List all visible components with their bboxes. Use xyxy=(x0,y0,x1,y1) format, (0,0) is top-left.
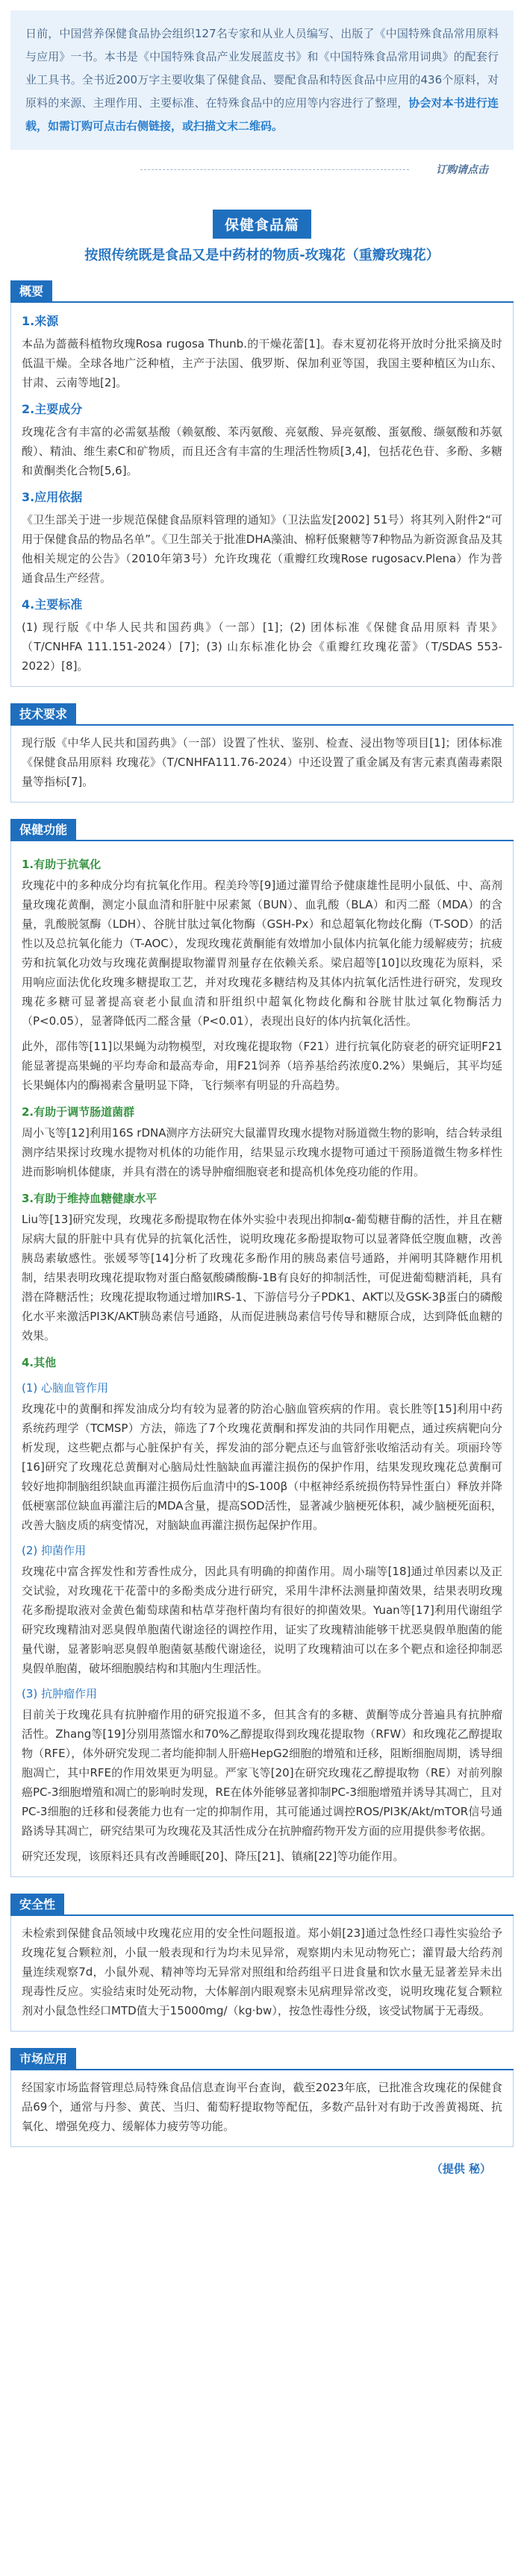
blood-sugar-text: Liu等[13]研究发现，玫瑰花多酚提取物在体外实验中表现出抑制α-葡萄糖苷酶的活性，并且在糖尿病大鼠的肝脏中具有优异的抗氧化活性，说明玫瑰花多酚提取物可以显著降低空腹血糖，改善胰岛素敏感性。张媛琴等[14]分析了玫瑰花多酚作用的胰岛素信号通路，并阐明其降糖作用机制，结果表明玫瑰花提取物对蛋白酪氨酸磷酸酶-1B有良好的抑制活性，可促进葡萄糖消耗，具有潜在降糖活性；玫瑰花提取物通过增加IRS-1、下游信号分子PDK1、AKT以及GSK-3β蛋白的磷酸化水平来激活PI3K/AKT胰岛素信号通路，从而促进胰岛素信号传导和糖原合成，达到降低血糖的效果。 xyxy=(22,1213,502,1342)
subscribe-divider xyxy=(140,169,409,170)
tech-text: 现行版《中华人民共和国药典》（一部）设置了性状、鉴别、检查、浸出物等项目[1]；团体标准《保健食品用原料 玫瑰花》（T/CNHFA111.76-2024）中还设置了重金属及有害元素真菌毒素限量等指标[7]。 xyxy=(22,736,502,788)
section-rule xyxy=(10,2069,514,2070)
composition-title: 2.主要成分 xyxy=(22,402,83,416)
editor-credit: （提供 秘） xyxy=(431,2162,491,2176)
category-tag: 保健食品篇 xyxy=(213,210,311,239)
article-title: 按照传统既是食品又是中药材的物质-玫瑰花（重瓣玫瑰花） xyxy=(84,248,440,263)
section-tech xyxy=(10,726,514,802)
section-rule xyxy=(10,724,514,726)
section-tab-market: 市场应用 xyxy=(10,2048,76,2070)
intro-box xyxy=(10,10,514,150)
basis-text: 《卫生部关于进一步规范保健食品原料管理的通知》（卫法监发[2002] 51号）将其列入附件2“可用于保健食品的物品名单”。《卫生部关于批准DHA藻油、棉籽低聚糖等7种物品为新资源食品及其他相关规定的公告》（2010年第3号）允许玫瑰花（重瓣红玫瑰Rose rugosacv.Plena）作为普通食品生产经营。 xyxy=(22,513,502,585)
safety-text: 未检索到保健食品领域中玫瑰花应用的安全性问题报道。郑小娟[23]通过急性经口毒性实验给予玫瑰花复合颗粒剂，小鼠一般表现和行为均未见异常，观察期内未见动物死亡；灌胃最大给药剂量连续观察7d，小鼠外观、精神等均无异常对照组和给药组平日进食量和饮水量无显著差异未出现毒性反应。实验结束时处死动物，大体解剖内眼观察未见病理异常改变，说明玫瑰花复合颗粒剂对小鼠急性经口MTD值大于15000mg/（kg·bw），按急性毒性分级，该受试物属于无毒级。 xyxy=(22,1926,502,2017)
market-text: 经国家市场监督管理总局特殊食品信息查询平台查询，截至2023年底，已批准含玫瑰花的保健食品69个，通常与丹参、黄芪、当归、葡萄籽提取物等配伍，多数产品针对有助于改善黄褐斑、抗氧化、增强免疫力、缓解体力疲劳等功能。 xyxy=(22,2081,502,2133)
antitumor-title: (3) 抗肿瘤作用 xyxy=(22,1687,98,1700)
cardio-text: 玫瑰花中的黄酮和挥发油成分均有较为显著的防治心脑血管疾病的作用。袁长胜等[15]利用中药系统药理学（TCMSP）方法，筛选了7个玫瑰花黄酮和挥发油的共同作用靶点，通过疾病靶向分析发现，这些靶点都与心脏保护有关，挥发油的部分靶点还与血管舒张收缩活动有关。项丽玲等[16]研究了玫瑰花总黄酮对心脑局灶性脑缺血再灌注损伤的保护作用，结果发现玫瑰花总黄酮可较好地抑制脑组织缺血再灌注损伤后血清中的S-100β（中枢神经系统损伤特异性蛋白）释放并降低梗塞部位缺血再灌注后的MDA含量，提高SOD活性，显著减少脑梗死体积，减少脑梗死面积，改善大脑皮质的病变情况，对脑缺血再灌注损伤起保护作用。 xyxy=(22,1402,502,1532)
cardio-title: (1) 心脑血管作用 xyxy=(22,1381,109,1395)
standards-title: 4.主要标准 xyxy=(22,597,83,612)
composition-text: 玫瑰花含有丰富的必需氨基酸（赖氨酸、苯丙氨酸、亮氨酸、异亮氨酸、蛋氨酸、缬氨酸和苏氨酸）、精油、维生素C和矿物质，而且还含有丰富的生理活性物质[3,4]，包括花色苷、多酚、多糖和黄酮类化合物[5,6]。 xyxy=(22,425,502,477)
section-tab-safety: 安全性 xyxy=(10,1894,64,1916)
basis-title: 3.应用依据 xyxy=(22,490,83,504)
section-header-health xyxy=(10,819,514,841)
section-rule xyxy=(10,1914,514,1916)
blood-sugar-title: 3.有助于维持血糖健康水平 xyxy=(22,1192,157,1205)
section-tab-overview: 概要 xyxy=(10,280,52,303)
subscribe-row xyxy=(10,154,514,187)
antitumor-text: 目前关于玫瑰花具有抗肿瘤作用的研究报道不多，但其含有的多糖、黄酮等成分普遍具有抗肿瘤活性。Zhang等[19]分别用蒸馏水和70%乙醇提取得到玫瑰花提取物（RFW）和玫瑰花乙醇提取物（RFE），体外研究发现二者均能抑制人肝癌HepG2细胞的增殖和迁移，阻断细胞周期，诱导细胞凋亡，其中RFE的作用效果更为明显。严家飞等[20]在研究玫瑰花乙醇提取物（RE）对前列腺癌PC-3细胞增殖和凋亡的影响时发现，RE在体外能够显著抑制PC-3细胞增殖并诱导其凋亡，且对PC-3细胞的迁移和侵袭能力也有一定的抑制作用，其可能通过调控ROS/PI3K/Akt/mTOR信号通路诱导其凋亡，研究结果可为玫瑰花及其活性成分在抗肿瘤药物开发方面的应用提供参考依据。 xyxy=(22,1708,502,1838)
source-text: 本品为蔷薇科植物玫瑰Rosa rugosa Thunb.的干燥花蕾[1]。春末夏初花将开放时分批采摘及时低温干燥。全球各地广泛种植，主产于法国、俄罗斯、保加利亚等国，我国主要种植区为山东、甘肃、云南等地[2]。 xyxy=(22,337,502,389)
article xyxy=(0,10,524,2176)
other-title: 4.其他 xyxy=(22,1356,57,1369)
gut-flora-title: 2.有助于调节肠道菌群 xyxy=(22,1105,135,1119)
section-header-safety xyxy=(10,1894,514,1916)
section-rule xyxy=(10,840,514,841)
antibacterial-text: 玫瑰花中富含挥发性和芳香性成分，因此具有明确的抑菌作用。周小瑞等[18]通过单因素以及正交试验，对玫瑰花干花蕾中的多酚类成分进行研究，采用牛津杯法测量抑菌效果，结果表明玫瑰花多酚提取液对金黄色葡萄球菌和枯草芽孢杆菌均有很好的抑菌效果。Yuan等[17]利用代谢组学研究玫瑰精油对恶臭假单胞菌代谢途径的调控作用，证实了玫瑰精油能够干扰恶臭假单胞菌的能量代谢，显著影响恶臭假单胞菌氨基酸代谢途径，说明了玫瑰精油可以在多个靶点和途径抑制恶臭假单胞菌，破坏细胞膜结构和其胞内生理活性。 xyxy=(22,1565,502,1675)
subscribe-link[interactable]: 订购请点击 xyxy=(436,164,488,176)
section-overview xyxy=(10,303,514,687)
antibacterial-title: (2) 抑菌作用 xyxy=(22,1544,87,1557)
antioxidant-text-2: 此外，邵伟等[11]以果蝇为动物模型，对玫瑰花提取物（F21）进行抗氧化防衰老的研究证明F21能显著提高果蝇的平均寿命和最高寿命，用F21饲养（培养基给药浓度0.2%）果蝇后，其平均延长果蝇体内的酶褐素含量明显下降，飞行频率有明显的升高趋势。 xyxy=(22,1040,502,1092)
source-title: 1.来源 xyxy=(22,314,59,328)
standards-text: (1) 现行版《中华人民共和国药典》（一部）[1]；(2) 团体标准《保健食品用原料 青果》（T/CNHFA 111.151-2024）[7]；(3) 山东标准化协会《重瓣红玫瑰花蕾》（T/SDAS 553-2022）[8]。 xyxy=(22,621,502,673)
section-health xyxy=(10,841,514,1877)
section-header-overview xyxy=(10,280,514,303)
section-tab-tech: 技术要求 xyxy=(10,703,76,726)
section-safety xyxy=(10,1916,514,2032)
section-header-tech xyxy=(10,703,514,726)
other-effects-text: 研究还发现，该原料还具有改善睡眠[20]、降压[21]、镇痛[22]等功能作用。 xyxy=(22,1850,405,1863)
section-tab-health: 保健功能 xyxy=(10,819,76,841)
section-rule xyxy=(10,301,514,303)
intro-text: 日前，中国营养保健食品协会组织127名专家和从业人员编写、出版了《中国特殊食品常用原料与应用》一书。本书是《中国特殊食品产业发展蓝皮书》和《中国特殊食品常用词典》的配套行业工具书。全书近200万字主要收集了保健食品、婴配食品和特医食品中应用的436个原料，对原料的来源、主理作用、主要标准、在特殊食品中的应用等内容进行了整理， xyxy=(25,27,499,110)
section-header-market xyxy=(10,2048,514,2070)
antioxidant-title: 1.有助于抗氧化 xyxy=(22,858,102,871)
article-banner xyxy=(10,210,514,264)
intro-subscribe-link[interactable]: 协会对本书进行连载，如需订购可点击右侧链接，或扫描文末二维码。 xyxy=(25,96,499,133)
antioxidant-text-1: 玫瑰花中的多种成分均有抗氧化作用。程美玲等[9]通过灌胃给予健康雄性昆明小鼠低、中、高剂量玫瑰花黄酮，测定小鼠血清和肝脏中尿素氮（BUN）、血乳酸（BLA）和丙二醛（MDA）的含量，乳酸脱氢酶（LDH）、谷胱甘肽过氧化物酶（GSH-Px）和总超氧化物歧化酶（T-SOD）的活性以及总抗氧化能力（T-AOC），发现玫瑰花黄酮能有效增加小鼠体内抗氧化能力缓解疲劳；抗疲劳和抗氧化功效与玫瑰花黄酮提取物灌胃剂量存在依赖关系。梁启超等[10]以玫瑰花为原料，采用响应面法优化玫瑰多糖提取工艺，并对玫瑰花多糖结构及其体内抗氧化活性进行研究，发现玫瑰花多糖可显著提高衰老小鼠血清和肝组织中超氧化物歧化酶和谷胱甘肽过氧化物酶活力（P<0.05），显著降低丙二醛含量（P<0.01），表现出良好的体内抗氧化活性。 xyxy=(22,879,502,1028)
gut-flora-text: 周小飞等[12]利用16S rDNA测序方法研究大鼠灌胃玫瑰水提物对肠道微生物的影响，结合转录组测序结果探讨玫瑰水提物对机体的功能作用，结果显示玫瑰水提物可通过干预肠道微生物多样性进而影响机体健康，并具有潜在的诱导肿瘤细胞衰老和提高机体免疫功能的作用。 xyxy=(22,1126,502,1178)
section-market xyxy=(10,2070,514,2147)
